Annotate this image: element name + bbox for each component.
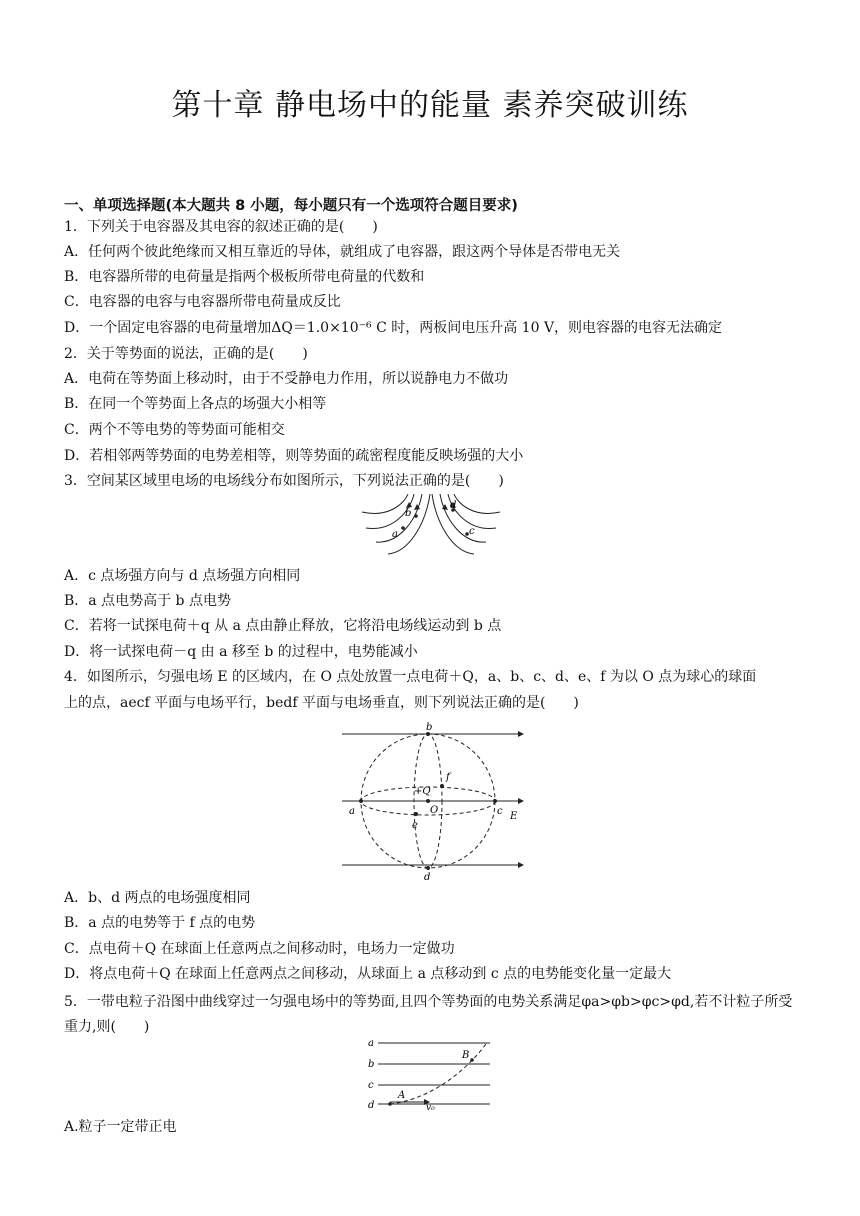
- question-1-stem: 1．下列关于电容器及其电容的叙述正确的是( ): [64, 219, 378, 235]
- label-b: b: [426, 722, 433, 733]
- label-e-field: E: [510, 811, 518, 822]
- question-3-option-c: C．若将一试探电荷＋q 从 a 点由静止释放，它将沿电场线运动到 b 点: [64, 618, 502, 634]
- section-header: 一、单项选择题(本大题共 8 小题，每小题只有一个选项符合题目要求): [64, 198, 518, 214]
- label-e: e: [412, 820, 418, 831]
- label-q: +Q: [414, 786, 431, 797]
- question-3-option-a: A．c 点场强方向与 d 点场强方向相同: [64, 568, 301, 584]
- question-4-stem-line2: 上的点，aecf 平面与电场平行，bedf 平面与电场垂直，则下列说法正确的是( ): [64, 695, 579, 711]
- label-f: f: [446, 772, 450, 783]
- label-c: c: [368, 1080, 374, 1091]
- question-4-option-a: A．b、d 两点的电场强度相同: [64, 890, 251, 906]
- question-4-option-d: D．将点电荷＋Q 在球面上任意两点之间移动，从球面上 a 点移动到 c 点的电势能变化量一定最大: [64, 966, 672, 982]
- question-1-option-b: B．电容器所带的电荷量是指两个极板所带电荷量的代数和: [64, 269, 425, 285]
- label-a: a: [392, 529, 398, 540]
- question-2-option-c: C．两个不等电势的等势面可能相交: [64, 422, 285, 438]
- label-b: b: [405, 508, 412, 519]
- equipotential-figure: [366, 1036, 494, 1112]
- question-2-option-d: D．若相邻两等势面的电势差相等，则等势面的疏密程度能反映场强的大小: [64, 448, 524, 464]
- label-d: d: [450, 500, 457, 511]
- label-v0: v₀: [426, 1103, 435, 1112]
- question-4-option-c: C．点电荷＋Q 在球面上任意两点之间移动时，电场力一定做功: [64, 941, 455, 957]
- label-d: d: [424, 872, 431, 883]
- question-5-stem: 5．一带电粒子沿图中曲线穿过一匀强电场中的等势面,且四个等势面的电势关系满足φa>φb>φc>φd,若不计粒子所受重力,则( ): [64, 994, 793, 1035]
- question-3-option-d: D．将一试探电荷－q 由 a 移至 b 的过程中，电势能减小: [64, 644, 418, 660]
- question-1-option-d: D．一个固定电容器的电荷量增加ΔQ＝1.0×10⁻⁶ C 时，两板间电压升高 10 V，则电容器的电容无法确定: [64, 320, 723, 336]
- label-a: a: [349, 806, 355, 817]
- question-4-option-b: B．a 点的电势等于 f 点的电势: [64, 915, 256, 931]
- question-1-option-a: A．任何两个彼此绝缘而又相互靠近的导体，就组成了电容器，跟这两个导体是否带电无关: [64, 244, 621, 260]
- question-4-stem-line1: 4．如图所示，匀强电场 E 的区域内，在 O 点处放置一点电荷＋Q，a、b、c、d、e、f 为以 O 点为球心的球面: [64, 669, 757, 685]
- question-3-option-b: B．a 点电势高于 b 点电势: [64, 593, 231, 609]
- label-o: O: [430, 805, 439, 816]
- question-5-option-a: A.粒子一定带正电: [64, 1119, 177, 1135]
- label-b: b: [368, 1059, 375, 1070]
- question-2-stem: 2．关于等势面的说法，正确的是( ): [64, 346, 308, 362]
- sphere-figure: [338, 720, 528, 884]
- label-point-a: A: [398, 1090, 406, 1101]
- page-title: 第十章 静电场中的能量 素养突破训练: [171, 88, 689, 123]
- label-d: d: [368, 1100, 375, 1111]
- question-2-option-b: B．在同一个等势面上各点的场强大小相等: [64, 396, 327, 412]
- label-c: c: [497, 806, 503, 817]
- question-3-stem: 3．空间某区域里电场的电场线分布如图所示，下列说法正确的是( ): [64, 473, 504, 489]
- label-point-b: B: [462, 1050, 470, 1061]
- question-1-option-c: C．电容器的电容与电容器所带电荷量成反比: [64, 294, 341, 310]
- label-c: c: [469, 526, 475, 537]
- field-lines-figure: [358, 494, 504, 558]
- question-2-option-a: A．电荷在等势面上移动时，由于不受静电力作用，所以说静电力不做功: [64, 371, 509, 387]
- label-a: a: [368, 1038, 374, 1049]
